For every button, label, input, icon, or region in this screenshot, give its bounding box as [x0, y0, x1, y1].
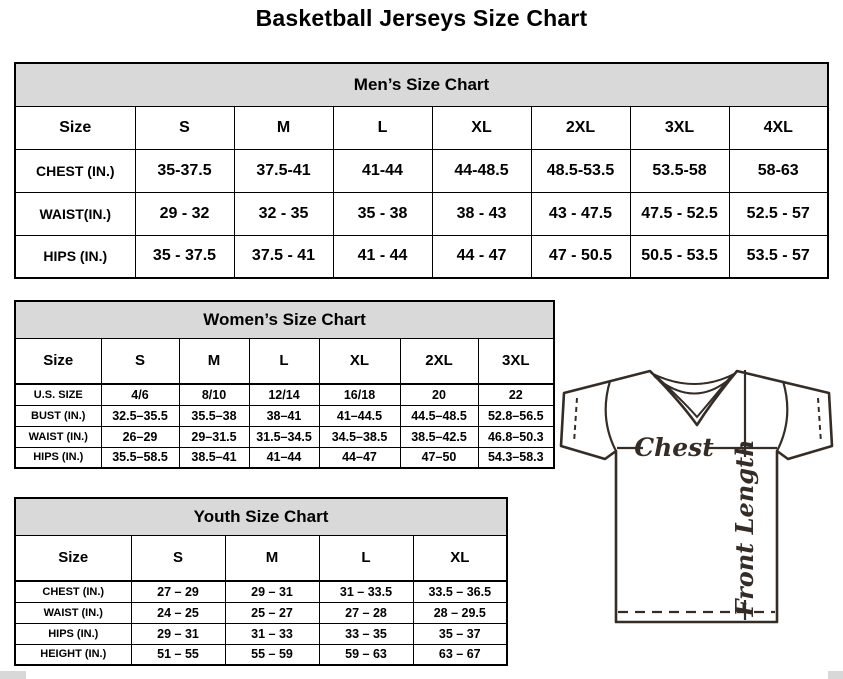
value-cell: 55 – 59 — [225, 644, 319, 665]
value-cell: 44-48.5 — [432, 149, 531, 192]
value-cell: 47 - 50.5 — [531, 235, 630, 278]
value-cell: 12/14 — [249, 384, 319, 405]
table-header-row — [15, 338, 554, 384]
value-cell: 44 - 47 — [432, 235, 531, 278]
right-cuff-dashed-line — [818, 398, 821, 443]
table-header-row — [15, 535, 507, 581]
value-cell: 52.5 - 57 — [729, 192, 828, 235]
table-row — [15, 581, 507, 602]
value-cell: 37.5 - 41 — [234, 235, 333, 278]
value-cell: 29–31.5 — [179, 426, 249, 447]
value-cell: 58-63 — [729, 149, 828, 192]
size-header-cell: M — [225, 535, 319, 581]
table-title-row — [15, 63, 828, 106]
value-cell: 25 – 27 — [225, 602, 319, 623]
value-cell: 38.5–41 — [179, 447, 249, 468]
value-cell: 53.5-58 — [630, 149, 729, 192]
value-cell: 32.5–35.5 — [101, 405, 179, 426]
size-header-cell: S — [135, 106, 234, 149]
value-cell: 38 - 43 — [432, 192, 531, 235]
table-row — [15, 235, 828, 278]
value-cell: 38–41 — [249, 405, 319, 426]
table-title-row — [15, 301, 554, 338]
row-label: WAIST(IN.) — [15, 192, 135, 235]
page-title: Basketball Jerseys Size Chart — [255, 5, 588, 31]
value-cell: 28 – 29.5 — [413, 602, 507, 623]
value-cell: 41–44.5 — [319, 405, 400, 426]
youth-chart-title: Youth Size Chart — [15, 498, 507, 535]
row-label: CHEST (IN.) — [15, 581, 131, 602]
value-cell: 35.5–58.5 — [101, 447, 179, 468]
right-sleeve-seam — [777, 381, 787, 451]
table-header-row — [15, 106, 828, 149]
value-cell: 48.5-53.5 — [531, 149, 630, 192]
value-cell: 35-37.5 — [135, 149, 234, 192]
value-cell: 44.5–48.5 — [400, 405, 478, 426]
value-cell: 44–47 — [319, 447, 400, 468]
row-label: WAIST (IN.) — [15, 426, 101, 447]
size-column-header: Size — [15, 106, 135, 149]
value-cell: 4/6 — [101, 384, 179, 405]
value-cell: 53.5 - 57 — [729, 235, 828, 278]
size-header-cell: 3XL — [478, 338, 554, 384]
mens-chart-title: Men’s Size Chart — [15, 63, 828, 106]
page-edge-artifact — [828, 671, 843, 679]
table-row — [15, 384, 554, 405]
value-cell: 35.5–38 — [179, 405, 249, 426]
value-cell: 35 - 37.5 — [135, 235, 234, 278]
size-header-cell: S — [131, 535, 225, 581]
value-cell: 63 – 67 — [413, 644, 507, 665]
value-cell: 29 - 32 — [135, 192, 234, 235]
value-cell: 34.5–38.5 — [319, 426, 400, 447]
value-cell: 41-44 — [333, 149, 432, 192]
table-row — [15, 192, 828, 235]
size-column-header: Size — [15, 535, 131, 581]
table-title-row — [15, 498, 507, 535]
size-header-cell: L — [319, 535, 413, 581]
chest-label: Chest — [634, 433, 714, 462]
table-row — [15, 447, 554, 468]
row-label: U.S. SIZE — [15, 384, 101, 405]
size-header-cell: L — [249, 338, 319, 384]
value-cell: 50.5 - 53.5 — [630, 235, 729, 278]
size-header-cell: 2XL — [531, 106, 630, 149]
value-cell: 26–29 — [101, 426, 179, 447]
row-label: HIPS (IN.) — [15, 447, 101, 468]
value-cell: 59 – 63 — [319, 644, 413, 665]
page-edge-artifact — [0, 671, 26, 679]
row-label: BUST (IN.) — [15, 405, 101, 426]
front-length-label: Front Length — [730, 439, 759, 617]
jersey-measurement-diagram — [555, 362, 840, 628]
value-cell: 29 – 31 — [225, 581, 319, 602]
table-row — [15, 602, 507, 623]
womens-chart-title: Women’s Size Chart — [15, 301, 554, 338]
size-header-cell: S — [101, 338, 179, 384]
value-cell: 29 – 31 — [131, 623, 225, 644]
value-cell: 54.3–58.3 — [478, 447, 554, 468]
value-cell: 8/10 — [179, 384, 249, 405]
size-header-cell: XL — [319, 338, 400, 384]
value-cell: 35 - 38 — [333, 192, 432, 235]
left-sleeve-seam — [606, 381, 616, 451]
value-cell: 52.8–56.5 — [478, 405, 554, 426]
left-cuff-dashed-line — [574, 398, 577, 443]
table-row — [15, 405, 554, 426]
size-header-cell: XL — [413, 535, 507, 581]
table-row — [15, 426, 554, 447]
value-cell: 35 – 37 — [413, 623, 507, 644]
collar-inner-v — [655, 375, 732, 417]
value-cell: 24 – 25 — [131, 602, 225, 623]
value-cell: 41–44 — [249, 447, 319, 468]
value-cell: 20 — [400, 384, 478, 405]
value-cell: 31 – 33 — [225, 623, 319, 644]
value-cell: 47.5 - 52.5 — [630, 192, 729, 235]
value-cell: 16/18 — [319, 384, 400, 405]
table-row — [15, 644, 507, 665]
mens-size-table — [14, 62, 829, 279]
table-row — [15, 623, 507, 644]
value-cell: 31.5–34.5 — [249, 426, 319, 447]
value-cell: 47–50 — [400, 447, 478, 468]
value-cell: 27 – 28 — [319, 602, 413, 623]
value-cell: 33 – 35 — [319, 623, 413, 644]
value-cell: 46.8–50.3 — [478, 426, 554, 447]
value-cell: 33.5 – 36.5 — [413, 581, 507, 602]
row-label: WAIST (IN.) — [15, 602, 131, 623]
value-cell: 27 – 29 — [131, 581, 225, 602]
size-header-cell: XL — [432, 106, 531, 149]
value-cell: 51 – 55 — [131, 644, 225, 665]
size-header-cell: M — [234, 106, 333, 149]
value-cell: 38.5–42.5 — [400, 426, 478, 447]
value-cell: 31 – 33.5 — [319, 581, 413, 602]
value-cell: 41 - 44 — [333, 235, 432, 278]
value-cell: 37.5-41 — [234, 149, 333, 192]
value-cell: 32 - 35 — [234, 192, 333, 235]
size-header-cell: L — [333, 106, 432, 149]
table-row — [15, 149, 828, 192]
size-column-header: Size — [15, 338, 101, 384]
value-cell: 43 - 47.5 — [531, 192, 630, 235]
size-header-cell: 3XL — [630, 106, 729, 149]
row-label: CHEST (IN.) — [15, 149, 135, 192]
youth-size-table — [14, 497, 508, 666]
value-cell: 22 — [478, 384, 554, 405]
jersey-outline — [561, 371, 832, 622]
size-header-cell: M — [179, 338, 249, 384]
womens-size-table — [14, 300, 555, 469]
row-label: HIPS (IN.) — [15, 235, 135, 278]
size-header-cell: 4XL — [729, 106, 828, 149]
row-label: HEIGHT (IN.) — [15, 644, 131, 665]
row-label: HIPS (IN.) — [15, 623, 131, 644]
size-header-cell: 2XL — [400, 338, 478, 384]
